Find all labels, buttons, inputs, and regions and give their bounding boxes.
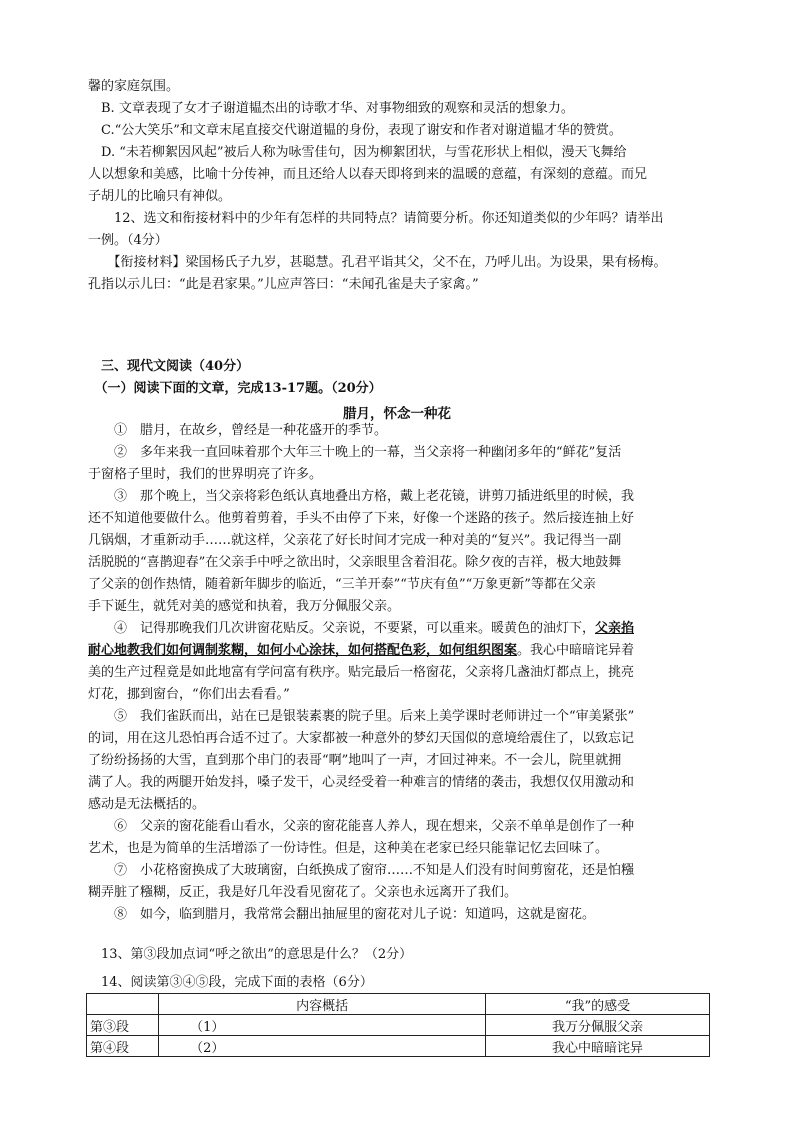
table-header-cell: 内容概括 [159,994,486,1015]
blank-number: （1） [190,1019,225,1035]
paragraph-line: 艺术，也是为简单的生活增添了一份诗性。但是，这种美在老家已经只能靠记忆去回味了。 [88,841,609,856]
paragraph-line: ⑧ 如今，临到腊月，我常常会翻出抽屉里的窗花对儿子说：知道吗，这就是窗花。 [88,907,596,922]
paragraph-line: ⑦ 小花格窗换成了大玻璃窗，白纸换成了窗帘……不知是人们没有时间剪窗花，还是怕糨 [88,863,635,878]
text-line: 馨的家庭氛围。 [88,79,180,94]
paragraph-line: 了纷纷扬扬的大雪，直到那个串门的表哥“啊”地叫了一声，才回过神来。不一会儿，院里就拥 [88,753,622,768]
answer-cell[interactable] [159,1015,486,1036]
option-b: B. 文章表现了女才子谢道韫杰出的诗歌才华、对事物细致的观察和灵活的想象力。 [88,101,574,116]
paragraph-line: 于窗格子里时，我们的世界明亮了许多。 [88,467,323,482]
table-cell: 第③段 [87,1015,159,1036]
paragraph-line: 几锅烟，才重新动手……就这样，父亲花了好长时间才完成一种对美的“复兴”。我记得当一副 [88,533,622,548]
table-row [87,1015,710,1036]
option-d: D. “未若柳絮因风起”被后人称为咏雪佳句，因为柳絮团状，与雪花形状上相似，漫天飞舞给 [88,145,627,160]
paragraph-4-line [88,620,634,637]
paragraph-line: 灯花，挪到窗台，“你们出去看看。” [88,687,290,702]
paragraph-line: 糊弄脏了糨糊，反正，我是好几年没看见窗花了。父亲也永远离开了我们。 [88,885,518,900]
table-header-cell [87,994,159,1015]
subsection-heading: （一）阅读下面的文章，完成13-17题。（20分） [88,381,382,396]
paragraph-line: ① 腊月，在故乡，曾经是一种花盛开的季节。 [88,423,388,438]
paragraph-line: 手下诞生，就凭对美的感觉和执着，我万分佩服父亲。 [88,599,401,614]
question-12: 12、选文和衔接材料中的少年有怎样的共同特点？请简要分析。你还知道类似的少年吗？请举出 [88,211,664,226]
paragraph-line: 感动是无法概括的。 [88,797,206,812]
paragraph-4-text: ④ 记得那晚我们几次讲窗花贴反。父亲说，不要紧，可以重来。暖黄色的油灯下， [88,621,596,636]
paragraph-line: 活脱脱的“喜鹊迎春”在父亲手中呼之欲出时，父亲眼里含着泪花。除夕夜的吉祥，极大地鼓舞 [88,555,622,570]
bridge-material: 【衔接材料】梁国杨氏子九岁，甚聪慧。孔君平诣其父，父不在，乃呼儿出。为设果，果有杨梅。 [88,255,667,270]
table-cell: 我万分佩服父亲 [486,1015,710,1036]
paragraph-line: 满了人。我的两腿开始发抖，嗓子发干，心灵经受着一种难言的情绪的袭击，我想仅仅用激动和 [88,775,635,790]
paragraph-4-line [88,642,634,659]
paragraph-line: 了父亲的创作热情，随着新年脚步的临近，“三羊开泰”“节庆有鱼”“万象更新”等都在父亲 [88,577,596,592]
paragraph-line: ③ 那个晚上，当父亲将彩色纸认真地叠出方格，戴上老花镜，讲剪刀插进纸里的时候，我 [88,489,635,504]
question-13: 13、第③段加点词“呼之欲出”的意思是什么？（2分） [88,947,413,962]
paragraph-line: ⑤ 我们雀跃而出，站在已是银装素裹的院子里。后来上美学课时老师讲过一个“审美紧张” [88,709,635,724]
paragraph-4-text: 。我心中暗暗诧异着 [517,643,635,658]
text-line: 孔指以示儿曰：“此是君家果。”儿应声答曰：“未闻孔雀是夫子家禽。” [88,277,479,292]
paragraph-line: 美的生产过程竟是如此地富有学问富有秩序。贴完最后一格窗花，父亲将几盏油灯都点上，挑亮 [88,665,635,680]
blank-number: （2） [190,1040,225,1056]
question-14: 14、阅读第③④⑤段，完成下面的表格（6分） [88,975,373,990]
answer-table [86,993,710,1057]
essay-title: 腊月，怀念一种花 [343,406,451,422]
paragraph-line: ⑥ 父亲的窗花能看山看水，父亲的窗花能喜人养人，现在想来，父亲不单单是创作了一种 [88,819,635,834]
table-row [87,1036,710,1057]
text-line: 一例。（4分） [88,233,168,248]
table-cell: 我心中暗暗诧异 [486,1036,710,1057]
paragraph-line: 还不知道他要做什么。他剪着剪着，手头不由停了下来，好像一个迷路的孩子。然后接连抽上好 [88,511,635,526]
section-heading: 三、现代文阅读（40分） [88,359,250,374]
table-header-row [87,994,710,1015]
table-cell: 第④段 [87,1036,159,1057]
answer-cell[interactable] [159,1036,486,1057]
paragraph-line: 的词，用在这儿恐怕再合适不过了。大家都被一种意外的梦幻天国似的意境给震住了，以致忘记 [88,731,635,746]
paragraph-line: ② 多年来我一直回味着那个大年三十晚上的一幕，当父亲将一种幽闭多年的“鲜花”复活 [88,445,622,460]
table-header-cell: “我”的感受 [486,994,710,1015]
underlined-sentence: 耐心地教我们如何调制浆糊，如何小心涂抹，如何搭配色彩，如何组织图案 [88,643,518,658]
underlined-sentence: 父亲掐 [595,621,635,636]
text-line: 人以想象和美感，比喻十分传神，而且还给人以春天即将到来的温暖的意蕴，有深刻的意蕴。而兄 [88,167,648,182]
option-c: C.“公大笑乐”和文章末尾直接交代谢道韫的身份，表现了谢安和作者对谢道韫才华的赞赏。 [88,123,622,138]
text-line: 子胡儿的比喻只有神似。 [88,189,232,204]
